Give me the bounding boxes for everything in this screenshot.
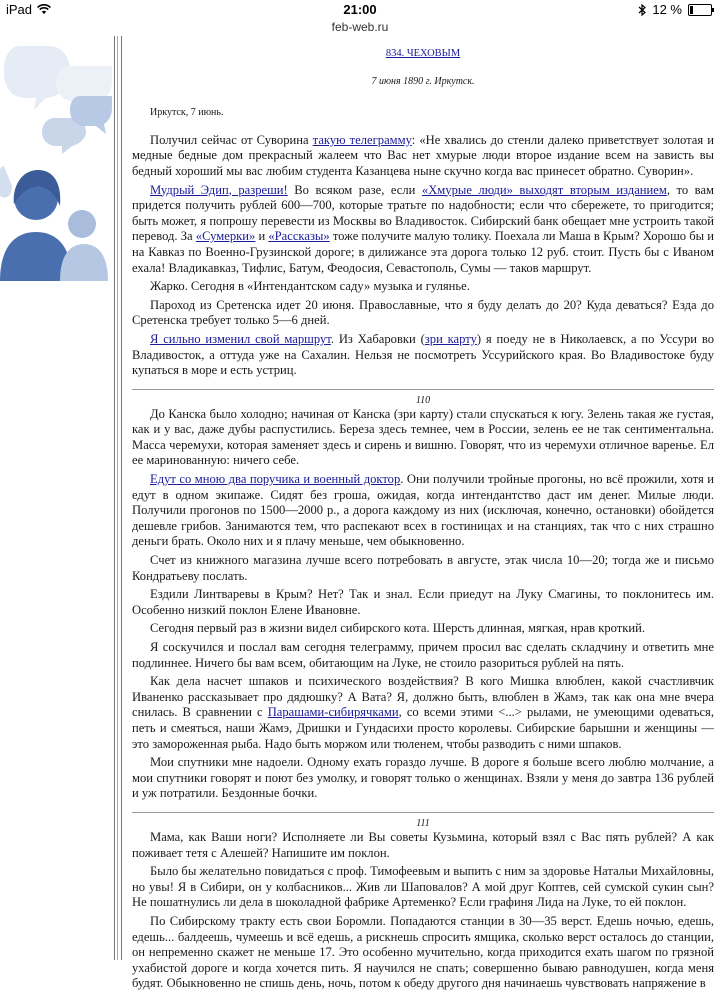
paragraph: Ездили Линтваревы в Крым? Нет? Так и знал. Если приедут на Луку Смагины, то поклонитесь им. Особенно низкий поклон Елене Ивановне. xyxy=(132,587,714,617)
paragraph: Жарко. Сегодня в «Интендантском саду» музыка и гулянье. xyxy=(150,279,470,294)
paragraph: По Сибирскому тракту есть свои Боромли. Попадаются станции в 30—35 верст. Едешь ночью, едешь, едешь... балдеешь, чумеешь и всё едешь, а рискнешь спросить ямщика, сколько верст осталось до станции, он непременно скажет не меньше 17. Это особенно мучительно, когда приходится ехать шагом по грязной ухабистой дороге и когда хочется пить. Я научился не спать; совершенно бываю равнодушен, когда меня будят. Обыкновенно не спишь день, ночь, потом к обеду другого дня начинаешь чувствовать напряжение в xyxy=(132,913,714,991)
frame-divider[interactable] xyxy=(114,36,122,960)
paragraph: Получил сейчас от Суворина такую телеграмму: «Не хвались до стенли далеко приветствует золотая и медные бедные дом прекрасный жалеем что Вас нет хмурые люди второе издание всем на зависть вы бедный хороший мы вас любим студента Казанцева ныне скучно когда вас принесет обратно. Суворин». xyxy=(132,132,714,178)
paragraph: Сегодня первый раз в жизни видел сибирского кота. Шерсть длинная, мягкая, нрав кроткий. xyxy=(150,621,646,636)
battery-icon xyxy=(688,4,712,16)
paragraph: Едут со мною два поручика и военный доктор. Они получили тройные прогоны, но всё прожили, хотя и едут в одном экипаже. Сидят без гроша, ожидая, когда интендантство даст им денег. Милые люди. Получили прогонов по 1500—2000 р., а дорога каждому из них (исключая, конечно, остановки) обойдется дешевле грибов. Занимаются тем, что распекают всех в гостиницах и на станциях, так что с них страшно деньги брать. Около них и я плачу меньше, чем обыкновенно. xyxy=(132,472,714,549)
status-time: 21:00 xyxy=(343,2,377,17)
paragraph: Я соскучился и послал вам сегодня телеграмму, причем просил вас сделать складчину и ответить мне подлиннее. Ничего бы вам всем, обитающим на Луке, не стоило разориться рублей на пять. xyxy=(132,640,714,670)
battery-percent: 12 % xyxy=(652,2,682,17)
telegram-link[interactable]: такую телеграмму xyxy=(312,132,412,147)
paragraph: Как дела насчет шпаков и психического воздействия? В кого Мишка влюблен, какой счастливчик Иваненко рассказывает про дядюшку? А Вата? Я, должно быть, влюблен в Жамэ, так как она мне вчера снилась. В сравнении с Парашами-сибирячками, со всеми этими <...> рылами, не умеющими одеваться, петь и смеяться, наши Жамэ, Дришки и Гундасихи просто королевы. Сибирские барышни и женщины — это замороженная рыба. Надо быть моржом или тюленем, чтобы разводить с ними шпаков. xyxy=(132,674,714,751)
edip-link[interactable]: Мудрый Эдип, разреши! xyxy=(150,182,288,197)
paragraph: Мудрый Эдип, разреши! Во всяком разе, если «Хмурые люди» выходят вторым изданием, то вам придется получить рублей 600—700, которые тратьте по надобности; если что сбережете, то пригодится; быть может, я попрошу перевести из Москвы во Владивосток. Сибирский банк обещает мне устроить такой перевод. За «Сумерки» и «Рассказы» тоже получите малую толику. Поехала ли Маша в Крым? Хорошо бы и на Кавказ по Военно-Грузинской дороге; в дилижансе эта дорога только 12 руб. стоит. Пусть бы с Иваном ехала! Владикавказ, Тифлис, Батум, Феодосия, Севастополь, Сумы — таков маршрут. xyxy=(132,182,715,275)
address-bar[interactable] xyxy=(0,20,720,36)
paragraph: Пароход из Сретенска идет 20 июня. Православные, что я буду делать до 20? Куда деваться? Езда до Сретенска требует только 5—6 дней. xyxy=(132,297,714,328)
letter-content xyxy=(132,38,715,991)
status-bar xyxy=(0,0,720,20)
rasskazy-link[interactable]: «Рассказы» xyxy=(268,229,330,244)
paragraph: Счет из книжного магазина лучше всего потребовать в августе, этак числа 10—20; тогда же и письмо Кондратьеву послать. xyxy=(132,553,714,583)
paragraph: Я сильно изменил свой маршрут. Из Хабаровки (зри карту) я поеду не в Николаевск, а по Уссури во Владивосток, а оттуда уже на Сахалин. Нельзя не посмотреть Уссурийского края. Во Владивостоке буду купаться в море и есть устриц. xyxy=(132,331,714,378)
paragraph: Мои спутники мне надоели. Одному ехать гораздо лучше. В дороге я больше всего люблю молчание, а мои спутники говорят и поют без умолку, и говорят только о женщинах. Взяли у меня до завтра 136 рублей и уж потратили. Бездонные бочки. xyxy=(132,755,714,801)
sumerki-link[interactable]: «Сумерки» xyxy=(195,229,256,244)
paragraph: Было бы желательно повидаться с проф. Тимофеевым и выпить с ним за здоровье Натальи Михайловны, но увы! Я в Сибири, он у колбасников... Жив ли Шаповалов? А мой друг Коптев, сей сумской сукин сын? Не пошатнулись ли дела в шоколадной фабрике Артеменко? Если графиня Лида на Луке, то ей поклон. xyxy=(132,864,714,910)
companions-link[interactable]: Едут со мною два поручика и военный доктор xyxy=(150,472,401,487)
paragraph: До Канска было холодно; начиная от Канска (зри карту) стали спускаться к югу. Зелень такая же густая, как и у вас, даже дубы распустились. Береза здесь темнее, чем в России, зелень ее не так сентиментальна. Масса черемухи, которая заменяет здесь и сирень и вишню. Говорят, что из черемухи отличное варенье. Ел ее маринованную: ничего себе. xyxy=(132,406,714,468)
letter-title-link[interactable]: 834. ЧЕХОВЫМ xyxy=(385,48,461,59)
letter-place: Иркутск, 7 июнь. xyxy=(150,107,224,119)
letter-title xyxy=(132,46,714,62)
page-number-111: 111 xyxy=(132,812,714,830)
status-right xyxy=(638,2,712,17)
parashi-link[interactable]: Парашами-сибирячками xyxy=(267,705,399,720)
hmurye-lyudi-link[interactable]: «Хмурые люди» выходят вторым изданием xyxy=(421,182,667,197)
route-link[interactable]: Я сильно изменил свой маршрут xyxy=(150,331,331,346)
letter-date: 7 июня 1890 г. Иркутск. xyxy=(371,75,475,87)
community-illustration xyxy=(0,36,112,296)
page-number-110: 110 xyxy=(132,389,714,407)
url-text: feb-web.ru xyxy=(331,20,389,34)
paragraph: Мама, как Ваши ноги? Исполняете ли Вы советы Кузьмина, который взял с Вас пять рублей? А как поживает тетя с Алешей? Напишите им поклон. xyxy=(132,829,714,860)
bluetooth-icon xyxy=(638,4,646,16)
carrier-label: iPad xyxy=(6,2,33,17)
left-side-panel xyxy=(0,36,112,960)
map-link[interactable]: зри карту xyxy=(424,331,477,346)
